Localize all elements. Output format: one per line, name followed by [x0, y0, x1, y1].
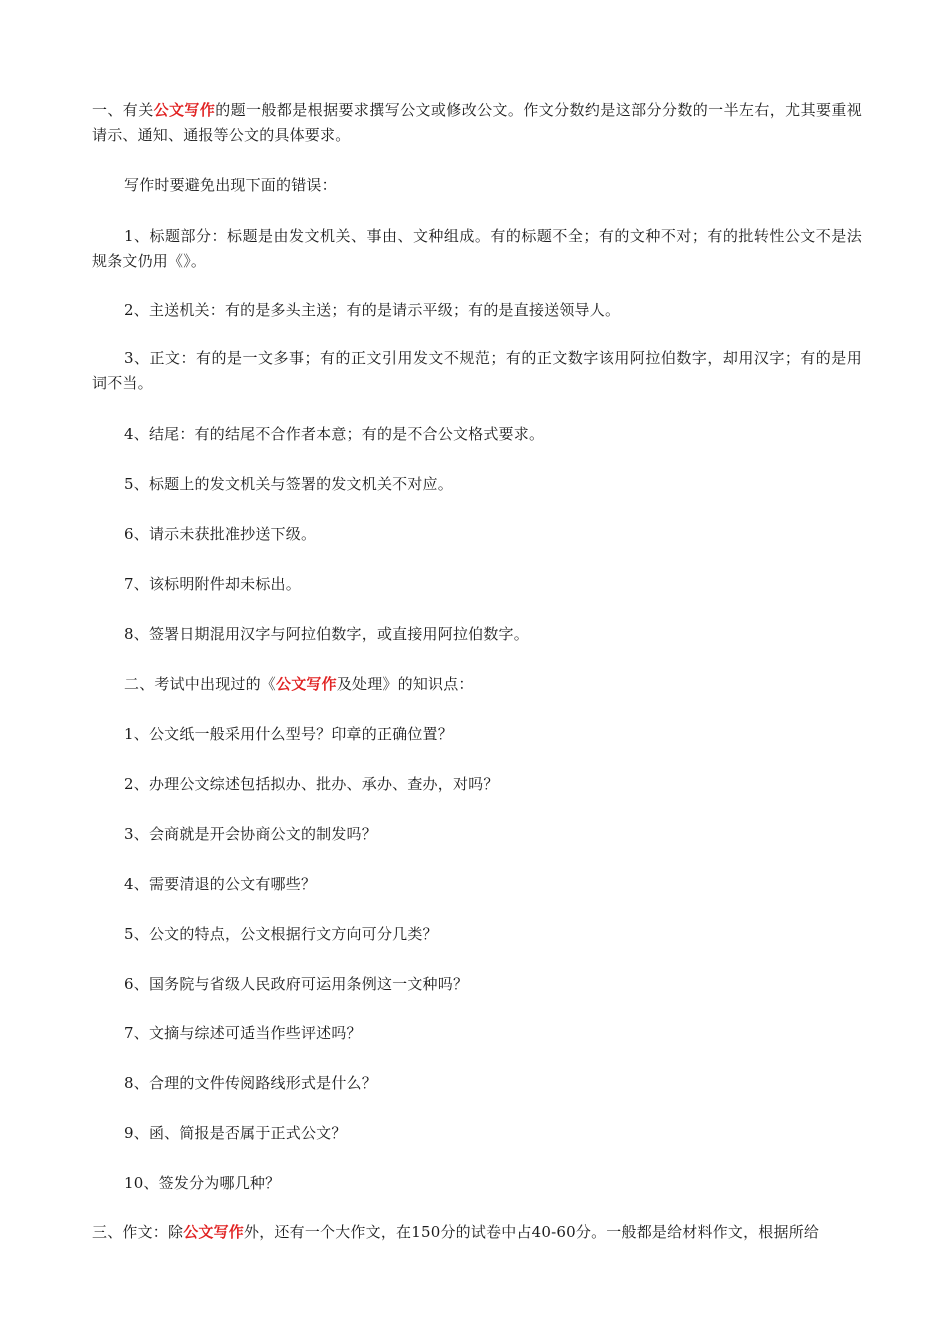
list-item: 1、公文纸一般采用什么型号？印章的正确位置？ [124, 725, 453, 743]
list-item: 6、国务院与省级人民政府可运用条例这一文种吗？ [124, 975, 469, 993]
paragraph-2: 写作时要避免出现下面的错误： [124, 176, 337, 194]
paragraph-1 [92, 98, 862, 148]
list-item: 5、公文的特点，公文根据行文方向可分几类？ [124, 925, 438, 943]
paragraph-text: 二、考试中出现过的《 [124, 675, 277, 693]
paragraph-text: 外，还有一个大作文，在150分的试卷中占40-60分。一般都是给材料作文，根据所给 [244, 1223, 820, 1241]
list-item: 4、需要清退的公文有哪些？ [124, 875, 317, 893]
list-item: 7、文摘与综述可适当作些评述吗？ [124, 1024, 362, 1042]
section-heading [92, 672, 862, 697]
list-item: 8、签署日期混用汉字与阿拉伯数字，或直接用阿拉伯数字。 [124, 625, 529, 643]
highlight-link[interactable]: 公文写作 [153, 101, 216, 119]
paragraph-text: 的题一般都是根据要求撰写公文或修改公文。作文分数约是这部分分数的一半左右，尤其要重视请示、通知、通报等公文的具体要求。 [92, 101, 862, 144]
list-item: 2、主送机关：有的是多头主送；有的是请示平级；有的是直接送领导人。 [124, 301, 621, 319]
highlight-link[interactable]: 公文写作 [183, 1223, 245, 1241]
list-item: 3、正文：有的是一文多事；有的正文引用发文不规范；有的正文数字该用阿拉伯数字，却用汉字；有的是用词不当。 [92, 349, 862, 392]
list-item: 9、函、简报是否属于正式公文？ [124, 1124, 347, 1142]
paragraph-text: 三、作文：除 [92, 1223, 184, 1241]
section-heading [92, 1220, 862, 1245]
list-item: 6、请示未获批准抄送下级。 [124, 525, 317, 543]
paragraph-text: 一、有关 [92, 101, 154, 119]
list-item: 4、结尾：有的结尾不合作者本意；有的是不合公文格式要求。 [124, 425, 545, 443]
list-item: 2、办理公文综述包括拟办、批办、承办、查办，对吗？ [124, 775, 499, 793]
paragraph-text: 及处理》的知识点： [336, 675, 474, 693]
highlight-link[interactable]: 公文写作 [276, 675, 337, 693]
list-item: 7、该标明附件却未标出。 [124, 575, 301, 593]
list-item: 8、合理的文件传阅路线形式是什么？ [124, 1074, 377, 1092]
list-item: 1、标题部分：标题是由发文机关、事由、文种组成。有的标题不全；有的文种不对；有的批转性公文不是法规条文仍用《》。 [92, 227, 862, 270]
list-item: 3、会商就是开会协商公文的制发吗？ [124, 825, 377, 843]
list-item: 5、标题上的发文机关与签署的发文机关不对应。 [124, 475, 453, 493]
list-item: 10、签发分为哪几种？ [124, 1174, 281, 1192]
